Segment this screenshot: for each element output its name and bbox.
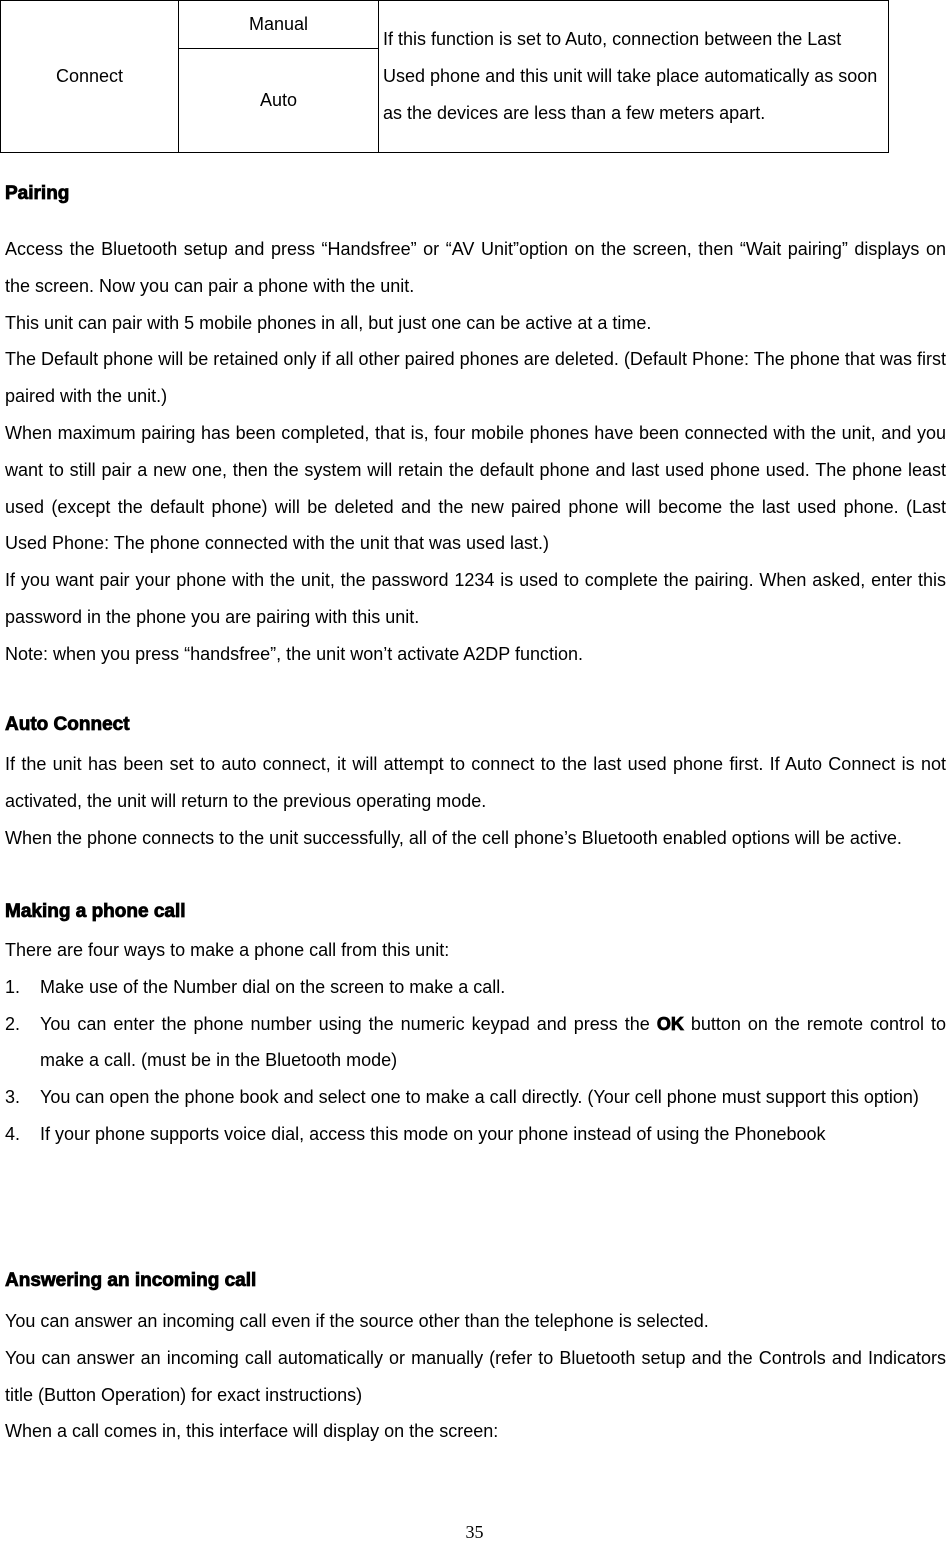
making-call-section — [5, 932, 946, 1153]
paragraph: Note: when you press “handsfree”, the unit won’t activate A2DP function. — [5, 643, 583, 664]
heading-pairing: Pairing — [5, 183, 70, 204]
list-text: Make use of the Number dial on the screen to make a call. — [40, 976, 506, 997]
list-text-part: You can enter the phone number using the numeric keypad and press the — [40, 1013, 657, 1034]
paragraph: When the phone connects to the unit successfully, all of the cell phone’s Bluetooth enabled options will be active. — [5, 827, 902, 848]
paragraph: If the unit has been set to auto connect, it will attempt to connect to the last used phone first. If Auto Connect is not activated, the unit will return to the previous operating mode. — [5, 754, 946, 811]
heading-answering: Answering an incoming call — [5, 1270, 257, 1291]
option-auto: Auto — [179, 49, 379, 153]
heading-auto-connect: Auto Connect — [5, 714, 130, 735]
list-number: 3. — [5, 1087, 21, 1108]
answering-section — [5, 1303, 946, 1450]
table-row-label: Connect — [1, 1, 179, 153]
paragraph: You can answer an incoming call even if the source other than the telephone is selected. — [5, 1311, 709, 1331]
heading-making-call: Making a phone call — [5, 901, 186, 922]
list-item — [5, 969, 946, 1006]
list-item — [5, 1116, 946, 1153]
connect-settings-table — [0, 0, 889, 153]
list-number: 2. — [5, 1013, 21, 1034]
paragraph: Access the Bluetooth setup and press “Handsfree” or “AV Unit”option on the screen, then “Wait pairing” displays on the screen. Now you can pair a phone with the unit. — [5, 239, 946, 296]
list-text: You can open the phone book and select one to make a call directly. (Your cell phone must support this option) — [40, 1087, 919, 1108]
pairing-section — [5, 231, 946, 673]
list-number: 4. — [5, 1123, 21, 1144]
list-item — [5, 1006, 946, 1080]
paragraph: If you want pair your phone with the unit, the password 1234 is used to complete the pairing. When asked, enter this password in the phone you are pairing with this unit. — [5, 570, 946, 627]
paragraph: There are four ways to make a phone call from this unit: — [5, 940, 450, 960]
ok-button-label: OK — [656, 1013, 684, 1034]
option-manual: Manual — [179, 1, 379, 49]
list-text-part: button on the remote control to make a call. (must be in the Bluetooth mode) — [40, 1013, 947, 1071]
paragraph: You can answer an incoming call automatically or manually (refer to Bluetooth setup and the Controls and Indicators title (Button Operation) for exact instructions) — [5, 1347, 946, 1405]
paragraph: When maximum pairing has been completed, that is, four mobile phones have been connected with the unit, and you want to still pair a new one, then the system will retain the default phone and last used phone used. The phone least used (except the default phone) will be deleted and the new paired phone will become the last used phone. (Last Used Phone: The phone connected with the unit that was used last.) — [5, 422, 946, 554]
paragraph: The Default phone will be retained only if all other paired phones are deleted. (Default Phone: The phone that was first paired with the unit.) — [5, 349, 946, 407]
list-item — [5, 1079, 946, 1116]
paragraph: This unit can pair with 5 mobile phones in all, but just one can be active at a time. — [5, 312, 652, 333]
paragraph: When a call comes in, this interface will display on the screen: — [5, 1421, 499, 1442]
table-description: If this function is set to Auto, connection between the Last Used phone and this unit will take place automatically as soon as the devices are less than a few meters apart. — [379, 1, 889, 153]
list-number: 1. — [5, 976, 21, 997]
page-number: 35 — [465, 1522, 484, 1542]
list-text — [40, 1006, 946, 1080]
auto-connect-section — [5, 746, 946, 856]
list-text: If your phone supports voice dial, access this mode on your phone instead of using the Phonebook — [40, 1123, 826, 1144]
